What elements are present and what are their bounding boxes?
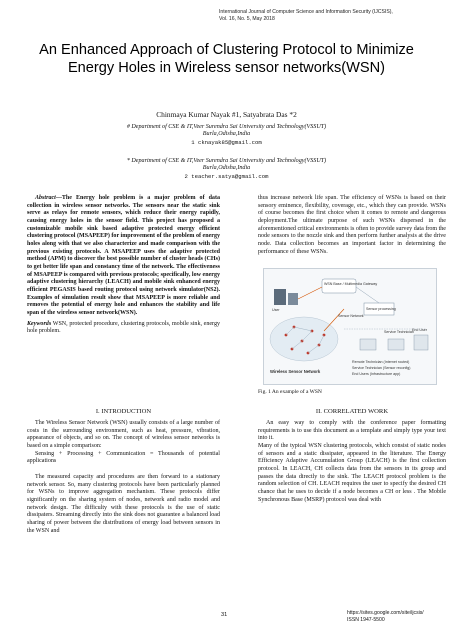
affiliation-place: Burla,Odisha,India — [202, 165, 251, 172]
intro-continuation — [258, 195, 446, 256]
remote-tech-label: Remote Technician (Internet routed) — [352, 360, 410, 364]
footer-issn: ISSN 1947-5500 — [347, 616, 385, 623]
end-users-label: End Users (Infrastructure app) — [352, 372, 401, 376]
affiliation-1 — [60, 124, 393, 146]
author-list: Chinmaya Kumar Nayak #1, Satyabrata Das *2 — [156, 110, 297, 119]
paragraph: thus increase network life span. The efficiency of WSNs is based on their sensory eminence, flexibility, coverage, etc., which they can provide. WSNs of course becomes the first choice when it comes to remote and dangerous deployment.The ultimate purpose of such WSNs dispersed in the aforementioned critical environments is often to provide survey data from the node sensors to the nozzle sink and then perform further analysis at the drive node. Data collection becomes an important factor in determining the performance of these WSNs. — [258, 195, 446, 255]
paragraph: The measured capacity and procedures are then forward to a stationary network sensor. So, many clustering protocols have been particularly planned for WSNs to improve aggregation mechanism. These protocols differ significantly on the sharing system of nodes, network and radio model and network design. The difficulty with these protocols is the use of static dissipaters. Streaming directly into the sink does not guarantee a balanced load sharing of power between the distributions of energy load between sensors in the WSN and — [27, 473, 220, 534]
paragraph: Many of the typical WSN clustering protocols, which consist of static nodes of sensors and a static dissipater, appeared in the literature. The Energy Efficiency Adaptive Accumulation Group (LEACH) is the first collection protocol. In LEACH, CH collects data from the sensors in its group and passes the data directly to the sink. The LEACH protocol problem is the random selection of CH. LEACH requires the user to specify the desired CH chance that he uses to decide if a node becomes a CH or less . The Mobile Synchronous Base (MSRP) protocol was deal with — [258, 442, 446, 503]
journal-name: International Journal of Computer Science and Information Security (IJCSIS), — [219, 9, 393, 15]
paragraph: An easy way to comply with the conference paper formatting requirements is to use this document as a template and simply type your text into it. — [258, 420, 446, 442]
desktop-icon — [414, 335, 428, 350]
paragraph: The Wireless Sensor Network (WSN) usually consists of a large number of costs in the surrounding environment, such as heat, pressure, vibration, appearance of objects, and so on. The concept of wireless sensor networks is based on a simple comparison: — [27, 420, 220, 449]
journal-header — [219, 9, 439, 22]
page-number: 31 — [221, 612, 228, 618]
processing-label: Sensor processing — [366, 307, 396, 311]
server-icon — [288, 293, 298, 305]
end-user-label: End User — [412, 328, 427, 332]
keywords-text: WSN, protected procedure, clustering protocols, mobile sink, energy hole problem. — [27, 320, 220, 335]
keywords — [27, 321, 220, 336]
keywords-label: Keywords — [27, 320, 52, 327]
user-label: User — [272, 308, 280, 312]
author-email: 2 teacher.satya@gmail.com — [184, 172, 269, 180]
paragraph-gap — [27, 466, 220, 474]
affiliation-dept: # Department of CSE & IT,Veer Surendra Sai University and Technology(VSSUT) — [126, 124, 327, 130]
affiliation-dept: * Department of CSE & IT,Veer Surendra Sai University and Technology(VSSUT) — [126, 158, 327, 164]
related-heading: II. CORRELATED WORK — [315, 408, 389, 415]
footer-url: https://sites.google.com/site/ijcsis/ — [347, 610, 424, 616]
intro-heading: I. INTRODUCTION — [95, 408, 152, 415]
paper-title: An Enhanced Approach of Clustering Protocol to Minimize Energy Holes in Wireless sensor networks(WSN) — [39, 42, 414, 76]
service-tech-label: Service Technician (Sensor reconfig) — [352, 366, 411, 370]
gateway-label: WSN Base / Multimedia Gateway — [324, 282, 378, 286]
wsn-figure — [263, 268, 437, 385]
abstract-column — [27, 195, 220, 336]
intro-section — [27, 420, 220, 535]
abstract — [27, 195, 220, 318]
footer-info — [347, 610, 447, 623]
abstract-label: Abstract — [35, 195, 56, 201]
server-icon — [274, 289, 286, 305]
affiliation-place: Burla,Odisha,India — [202, 131, 251, 138]
laptop-icon — [388, 339, 404, 350]
author-email: 1 cknayak85@gmail.com — [191, 138, 262, 146]
abstract-text: —The Energy hole problem is a major problem of data collection in wireless sensor networks. The sensors near the static sink serve as relays for remote sensors, which reduce their energy rapidly, causing energy holes in the sensor field. This project has proposed a customizable mobile sink based adaptive protected energy efficient clustering protocol (MSAPEEP) for improvement of the problem of energy holes along with that we also characterize and made comparison with the previous existing protocols. A MSAPEEP uses the adaptive protected method (APM) to discover the best possible number of cluster heads (CHs) to get better life span and constancy time of the network. The effectiveness of MSAPEEP is compared with previous protocols; specifically, low energy adaptive clustering hierarchy (LEACH) and mobile sink enhanced energy efficient PEGASIS based routing protocol using network simulator(NS2). Examples of simulation result show that MSAPEEP is more reliable and removes the potential of energy hole and enhances the stability and life span of the wireless sensor network(WSN). — [27, 195, 220, 316]
wsn-diagram — [264, 269, 436, 384]
figure-caption: Fig. 1 An example of a WSN — [258, 389, 322, 395]
laptop-icon — [360, 339, 376, 350]
wsn-label: Wireless Sensor Network — [270, 369, 321, 374]
technician-label: Service Technician — [384, 330, 414, 334]
cluster-label: Sensor Network — [338, 314, 364, 318]
affiliation-2 — [60, 158, 393, 180]
equation-paragraph: Sensing + Processing + Communication = Thousands of potential applications — [27, 450, 220, 465]
journal-volume: Vol. 16, No. 5, May 2018 — [219, 15, 275, 22]
related-section — [258, 420, 446, 504]
